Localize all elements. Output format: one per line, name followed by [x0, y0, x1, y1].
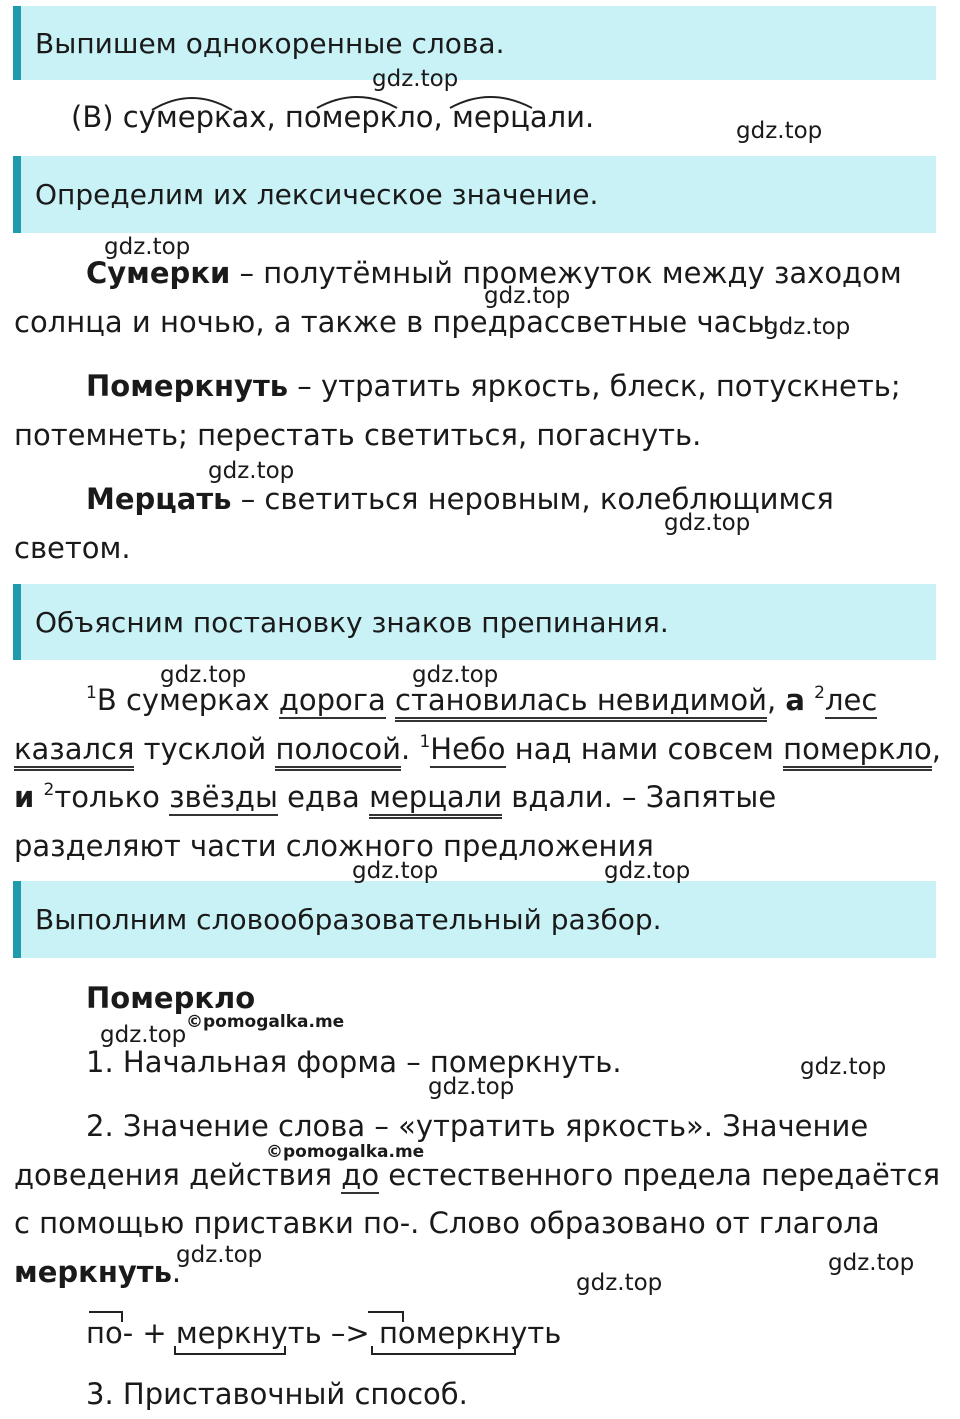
watermark: gdz.top: [604, 858, 691, 884]
watermark: gdz.top: [576, 1270, 663, 1296]
preposition-do: до: [341, 1157, 380, 1192]
section-header-cognates: [13, 6, 936, 80]
definition-pomerknut: Померкнуть – утратить яркость, блеск, потускнеть; потемнеть; перестать светиться, погаснуть.: [14, 369, 901, 452]
result-verb: померкнуть: [378, 1316, 562, 1350]
root-sumerki: мерк: [155, 100, 232, 134]
term: Померкнуть: [86, 369, 289, 403]
definition-sumerki: Сумерки – полутёмный промежуток между заходом солнца и ночью, а также в предрассветные часы.: [14, 256, 902, 339]
root-mertsali: мерц: [451, 100, 530, 134]
watermark: gdz.top: [764, 314, 851, 340]
watermark: gdz.top: [412, 662, 499, 688]
subject: дорога: [278, 683, 386, 717]
predicate: становилась невидимой: [395, 683, 767, 722]
term: Мерцать: [86, 482, 232, 516]
watermark: gdz.top: [372, 66, 459, 92]
definition-mertsat: Мерцать – светиться неровным, колеблющимся светом.: [14, 482, 834, 565]
section-header-meaning: [13, 156, 936, 233]
subject: звёзды: [169, 780, 278, 814]
predicate: померкло: [783, 732, 932, 771]
watermark-pomogalka: ©pomogalka.me: [186, 1012, 345, 1032]
watermark: gdz.top: [160, 662, 247, 688]
watermark: gdz.top: [428, 1074, 515, 1100]
watermark: gdz.top: [484, 283, 571, 309]
sentence-analysis: $^1$В сумерках дорога становилась невидимой, а $^2$лес казался тусклой полосой. $^1$Небо над нами совсем померкло, и $^2$только звёзды едва мерцали вдали. – Запятые разделяют части сложного предложения: [14, 683, 941, 863]
analysis-word: Померкло: [86, 981, 256, 1015]
section-header-word-formation: [13, 881, 936, 958]
morpheme-marks: [0, 1304, 960, 1364]
prefix-po: по-: [86, 1316, 134, 1350]
watermark: gdz.top: [800, 1054, 887, 1080]
watermark: gdz.top: [104, 234, 191, 260]
section-header-punctuation: [13, 584, 936, 660]
term: Сумерки: [86, 256, 231, 290]
analysis-step-2: 2. Значение слова – «утратить яркость». Значение доведения действия до естественного предела передаётся с помощью приставки по-. Слово образовано от глагола меркнуть.: [14, 1109, 941, 1289]
watermark: gdz.top: [664, 510, 751, 536]
watermark: gdz.top: [828, 1250, 915, 1276]
analysis-step-3: 3. Приставочный способ.: [86, 1377, 468, 1411]
formation-formula: по- + меркнуть –> померкнуть: [86, 1316, 562, 1350]
watermark: gdz.top: [352, 858, 439, 884]
cognate-words-line: (В) сумерках, померкло, мерцали.: [71, 100, 595, 134]
root-pomerklo: мерк: [321, 100, 398, 134]
predicate: казался: [14, 732, 134, 771]
watermark: gdz.top: [176, 1242, 263, 1268]
watermark: gdz.top: [100, 1022, 187, 1048]
watermark-pomogalka: ©pomogalka.me: [266, 1142, 425, 1162]
section-header-text: Определим их лексическое значение.: [35, 178, 599, 211]
watermark: gdz.top: [208, 458, 295, 484]
subject: лес: [825, 683, 878, 717]
subject: Небо: [430, 731, 506, 766]
analysis-step-1: 1. Начальная форма – померкнуть.: [86, 1045, 622, 1079]
section-header-text: Объясним постановку знаков препинания.: [35, 605, 669, 639]
predicate: полосой: [275, 732, 401, 771]
section-header-text: Выпишем однокоренные слова.: [35, 26, 505, 60]
section-header-text: Выполним словообразовательный разбор.: [35, 903, 662, 936]
watermark: gdz.top: [736, 118, 823, 144]
predicate: мерцали: [369, 780, 502, 819]
base-verb: меркнуть: [175, 1316, 322, 1350]
